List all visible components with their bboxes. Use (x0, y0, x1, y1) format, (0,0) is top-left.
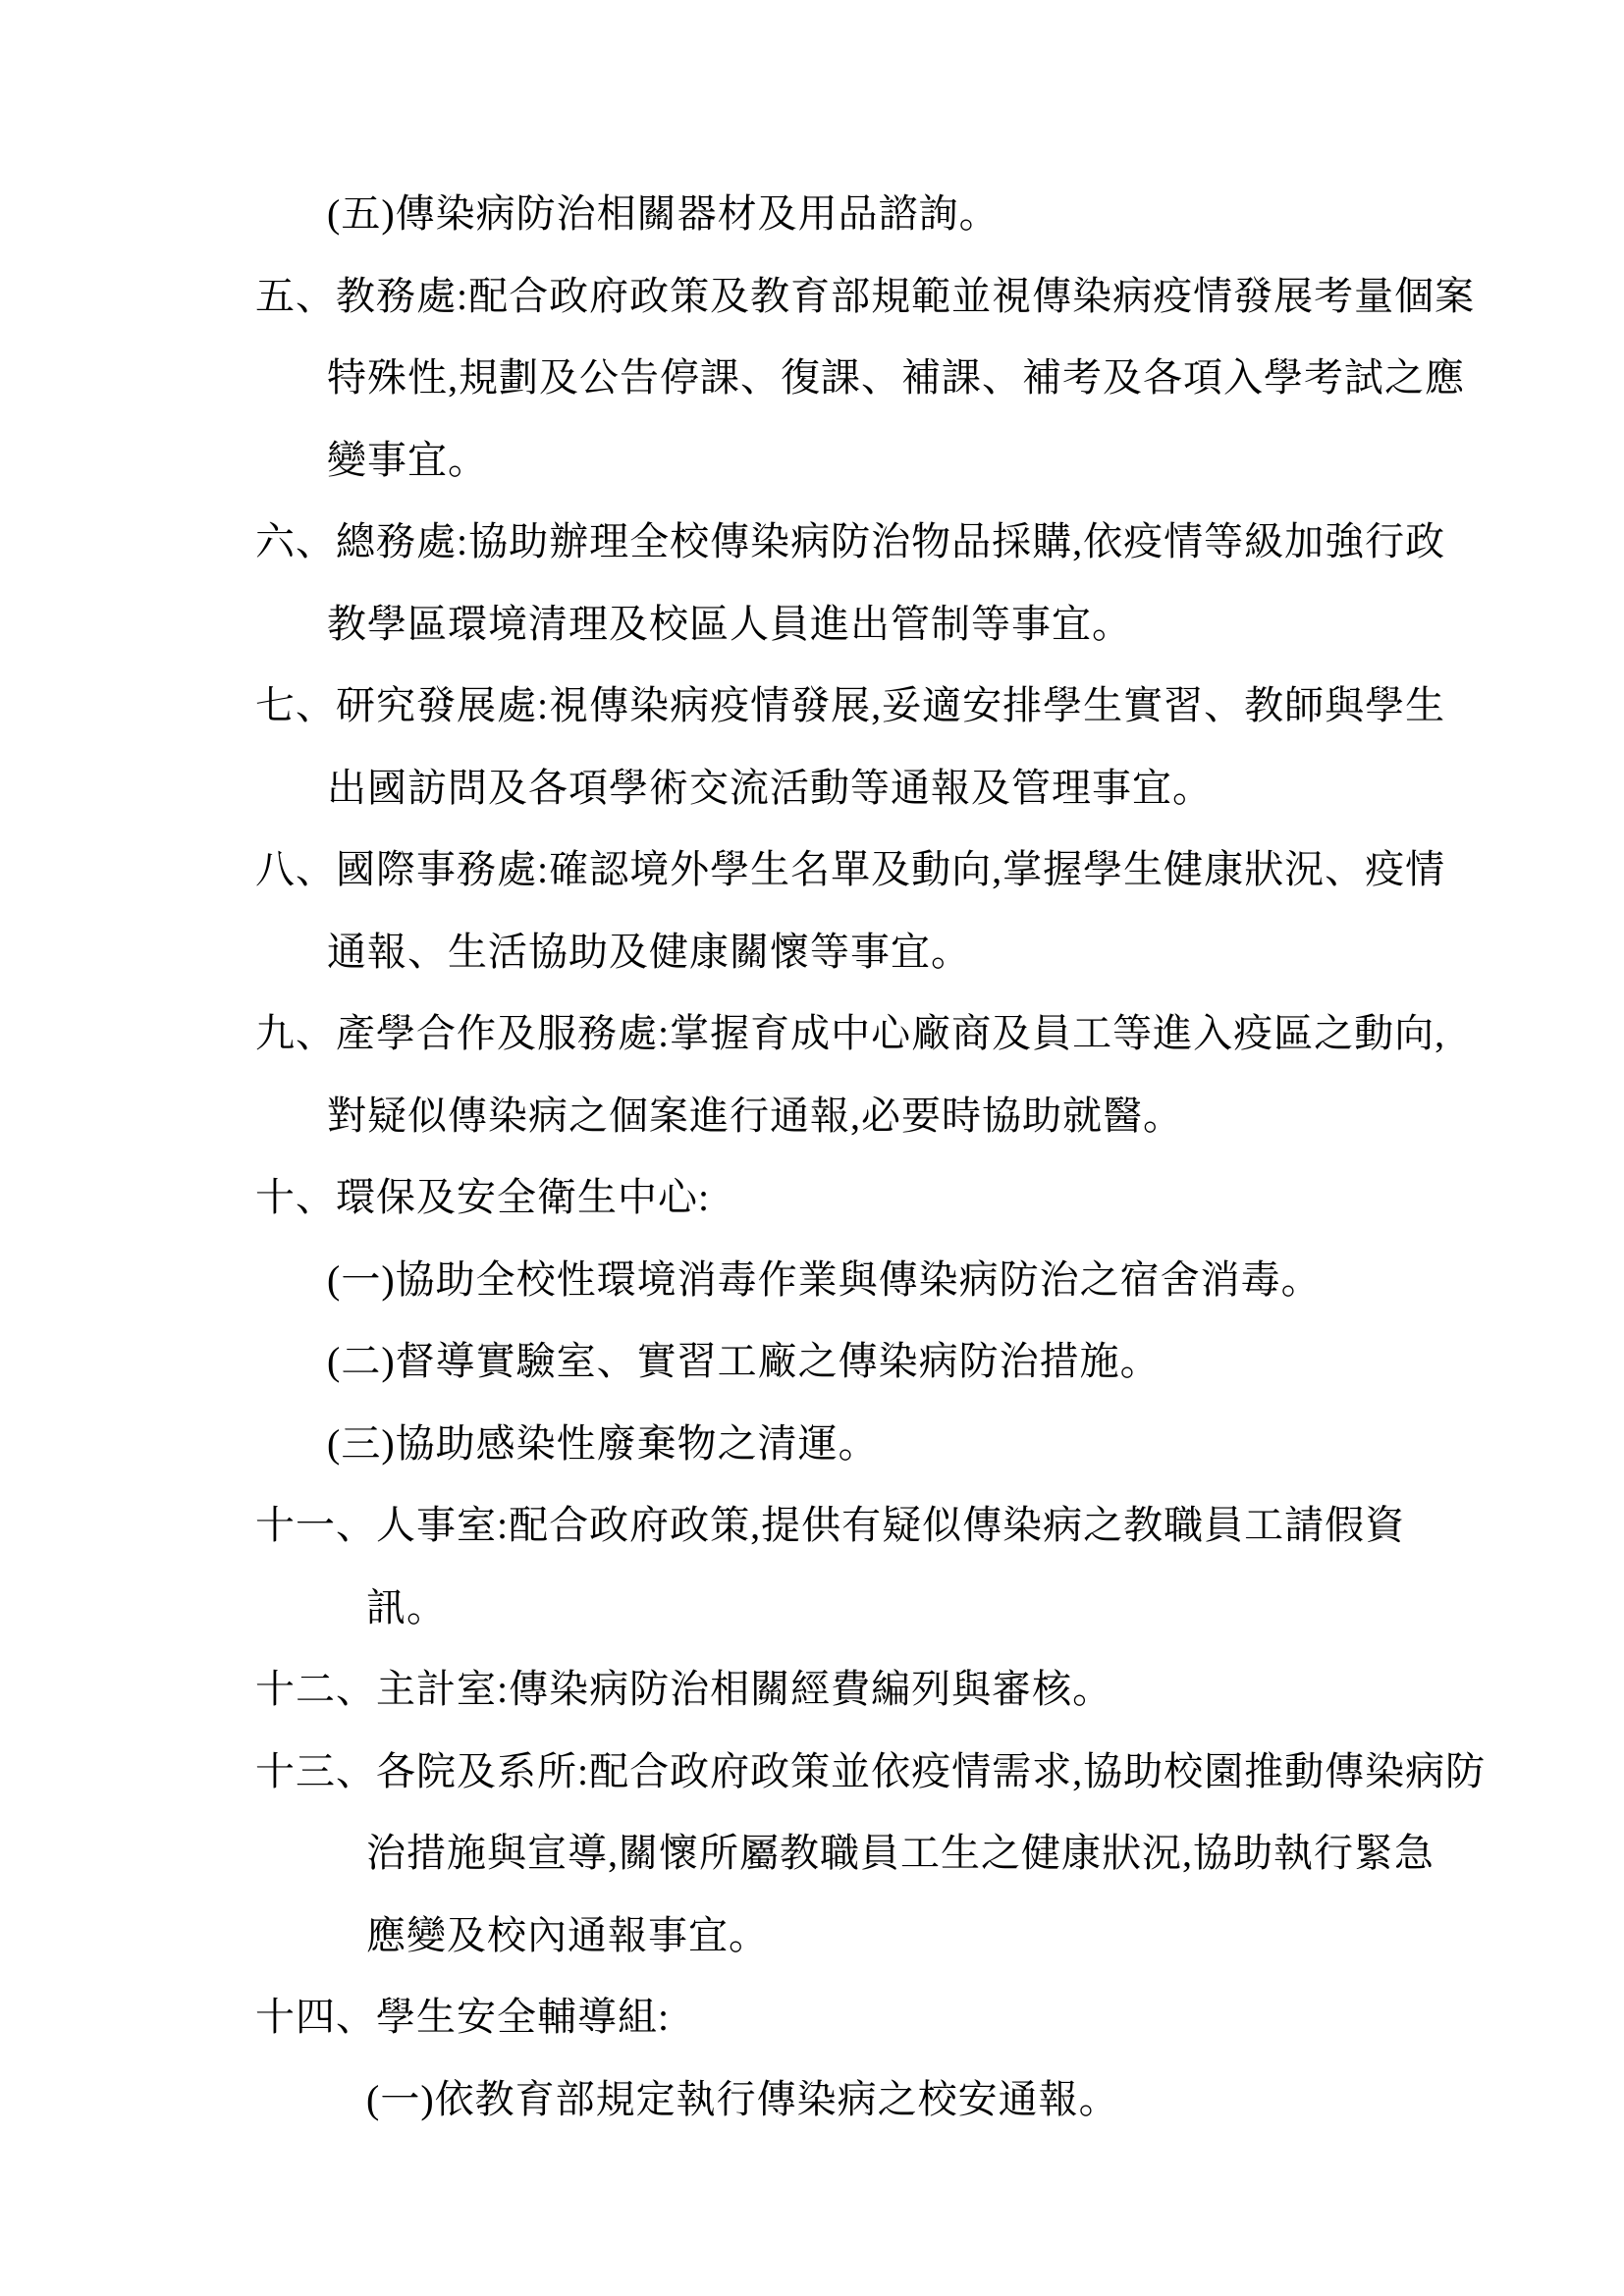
document-line: 十、環保及安全衛生中心: (255, 1175, 711, 1219)
document-line: 六、總務處:協助辦理全校傳染病防治物品採購,依疫情等級加強行政 (255, 519, 1446, 563)
document-body (0, 173, 1624, 2140)
document-line: 五、教務處:配合政府政策及教育部規範並視傳染病疫情發展考量個案 (255, 273, 1476, 318)
document-line: 十四、學生安全輔導組: (255, 1995, 671, 2039)
document-line: (二)督導實驗室、實習工廠之傳染病防治措施。 (327, 1339, 1161, 1383)
document-line: 通報、生活協助及健康關懷等事宜。 (327, 929, 971, 974)
document-line: 教學區環境清理及校區人員進出管制等事宜。 (327, 601, 1132, 646)
document-line: 十二、主計室:傳染病防治相關經費編列與審核。 (255, 1667, 1113, 1711)
document-line: 出國訪問及各項學術交流活動等通報及管理事宜。 (327, 765, 1213, 810)
document-line: 治措施與宣導,關懷所屬教職員工生之健康狀況,協助執行緊急 (366, 1831, 1435, 1875)
document-line: 應變及校內通報事宜。 (366, 1912, 769, 1957)
document-line: 九、產學合作及服務處:掌握育成中心廠商及員工等進入疫區之動向, (255, 1011, 1446, 1055)
document-line: 十一、人事室:配合政府政策,提供有疑似傳染病之教職員工請假資 (255, 1503, 1406, 1547)
document-line: (一)協助全校性環境消毒作業與傳染病防治之宿舍消毒。 (327, 1256, 1322, 1302)
document-line: (五)傳染病防治相關器材及用品諮詢。 (327, 191, 1000, 236)
document-line: 七、研究發展處:視傳染病疫情發展,妥適安排學生實習、教師與學生 (255, 683, 1446, 727)
document-line: 對疑似傳染病之個案進行通報,必要時協助就醫。 (327, 1093, 1183, 1138)
document-line: (三)協助感染性廢棄物之清運。 (327, 1420, 879, 1466)
document-line: 八、國際事務處:確認境外學生名單及動向,掌握學生健康狀況、疫情 (255, 847, 1446, 891)
document-line: 訊。 (366, 1584, 447, 1629)
document-line: 特殊性,規劃及公告停課、復課、補課、補考及各項入學考試之應 (327, 355, 1465, 400)
document-line: (一)依教育部規定執行傳染病之校安通報。 (366, 2076, 1119, 2121)
document-line: 十三、各院及系所:配合政府政策並依疫情需求,協助校園推動傳染病防 (255, 1748, 1487, 1793)
document-line: 變事宜。 (327, 437, 488, 482)
